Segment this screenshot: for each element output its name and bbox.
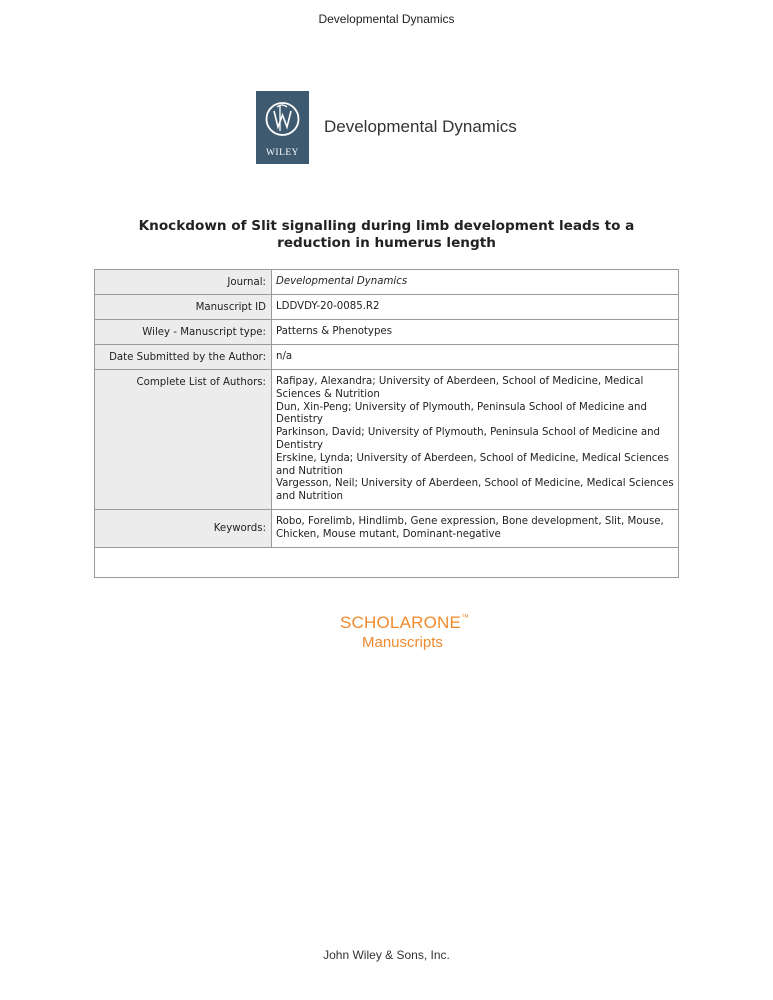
paper-title: Knockdown of Slit signalling during limb development leads to a reduction in humerus length bbox=[138, 218, 635, 251]
manuscript-type-label: Wiley - Manuscript type: bbox=[95, 320, 272, 345]
table-row bbox=[95, 370, 679, 510]
table-row bbox=[95, 345, 679, 370]
empty-row bbox=[95, 547, 679, 577]
running-head: Developmental Dynamics bbox=[318, 12, 455, 26]
wiley-emblem-icon bbox=[256, 91, 309, 149]
journal-logo-title: Developmental Dynamics bbox=[324, 117, 517, 136]
wiley-logo bbox=[256, 91, 309, 164]
scholarone-product: Manuscripts bbox=[362, 634, 443, 651]
manuscript-id-label: Manuscript ID bbox=[95, 295, 272, 320]
publisher-footer: John Wiley & Sons, Inc. bbox=[323, 948, 450, 962]
table-row bbox=[95, 270, 679, 295]
trademark-symbol: ™ bbox=[461, 613, 470, 622]
scholarone-logo bbox=[340, 613, 470, 651]
date-submitted-label: Date Submitted by the Author: bbox=[95, 345, 272, 370]
scholarone-brand: SCHOLARONE bbox=[340, 613, 462, 632]
manuscript-type-value: Patterns & Phenotypes bbox=[272, 320, 679, 345]
authors-list bbox=[272, 370, 679, 510]
author-entry: Vargesson, Neil; University of Aberdeen, School of Medicine, Medical Sciences and Nutrition bbox=[276, 478, 674, 503]
author-entry: Dun, Xin-Peng; University of Plymouth, Peninsula School of Medicine and Dentistry bbox=[276, 401, 647, 426]
table-row bbox=[95, 320, 679, 345]
wiley-wordmark: WILEY bbox=[265, 148, 300, 158]
author-entry: Parkinson, David; University of Plymouth, Peninsula School of Medicine and Dentistry bbox=[276, 427, 660, 451]
authors-label: Complete List of Authors: bbox=[95, 370, 272, 510]
manuscript-metadata-table bbox=[94, 269, 679, 578]
table-row bbox=[95, 547, 679, 577]
author-entry: Rafipay, Alexandra; University of Aberdeen, School of Medicine, Medical Sciences & Nutrition bbox=[276, 376, 644, 400]
manuscript-id-value: LDDVDY-20-0085.R2 bbox=[272, 295, 679, 320]
date-submitted-value: n/a bbox=[272, 345, 679, 370]
journal-value: Developmental Dynamics bbox=[272, 270, 679, 295]
keywords-label: Keywords: bbox=[95, 509, 272, 547]
journal-label: Journal: bbox=[95, 270, 272, 295]
author-entry: Erskine, Lynda; University of Aberdeen, School of Medicine, Medical Sciences and Nutrition bbox=[276, 452, 669, 477]
keywords-value: Robo, Forelimb, Hindlimb, Gene expression, Bone development, Slit, Mouse, Chicken, Mouse mutant, Dominant-negative bbox=[272, 509, 679, 547]
table-row bbox=[95, 509, 679, 547]
table-row bbox=[95, 295, 679, 320]
